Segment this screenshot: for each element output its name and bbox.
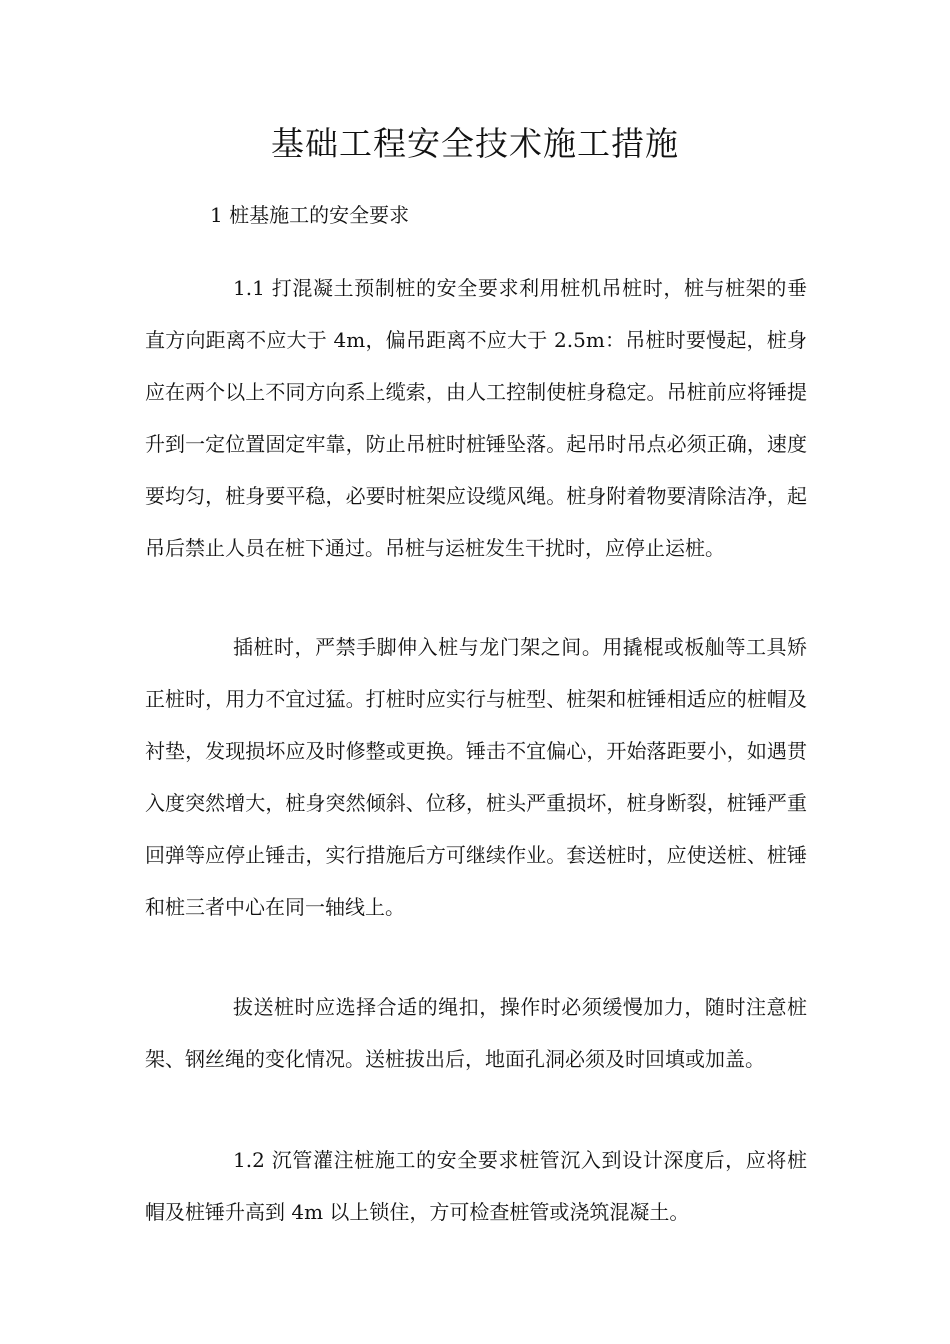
- paragraph-1: 1.1 打混凝土预制桩的安全要求利用桩机吊桩时，桩与桩架的垂直方向距离不应大于 4m，偏吊距离不应大于 2.5m：吊桩时要慢起，桩身应在两个以上不同方向系上缆索，由人工控制使桩身稳定。吊桩前应将锤提升到一定位置固定牢靠，防止吊桩时桩锤坠落。起吊时吊点必须正确，速度要均匀，桩身要平稳，必要时桩架应设缆风绳。桩身附着物要清除洁净，起吊后禁止人员在桩下通过。吊桩与运桩发生干扰时，应停止运桩。: [145, 276, 807, 560]
- paragraph-2: 插桩时，严禁手脚伸入桩与龙门架之间。用撬棍或板舢等工具矫正桩时，用力不宜过猛。打桩时应实行与桩型、桩架和桩锤相适应的桩帽及衬垫，发现损坏应及时修整或更换。锤击不宜偏心，开始落距要小，如遇贯入度突然增大，桩身突然倾斜、位移，桩头严重损坏，桩身断裂，桩锤严重回弹等应停止锤击，实行措施后方可继续作业。套送桩时，应使送桩、桩锤和桩三者中心在同一轴线上。: [145, 635, 807, 919]
- paragraph-3: 拔送桩时应选择合适的绳扣，操作时必须缓慢加力，随时注意桩架、钢丝绳的变化情况。送桩拔出后，地面孔洞必须及时回填或加盖。: [145, 995, 807, 1071]
- paragraph-4: 1.2 沉管灌注桩施工的安全要求桩管沉入到设计深度后，应将桩帽及桩锤升高到 4m 以上锁住，方可检查桩管或浇筑混凝土。: [145, 1148, 807, 1224]
- document-title: 基础工程安全技术施工措施: [271, 124, 679, 163]
- section-heading: 1 桩基施工的安全要求: [210, 203, 410, 227]
